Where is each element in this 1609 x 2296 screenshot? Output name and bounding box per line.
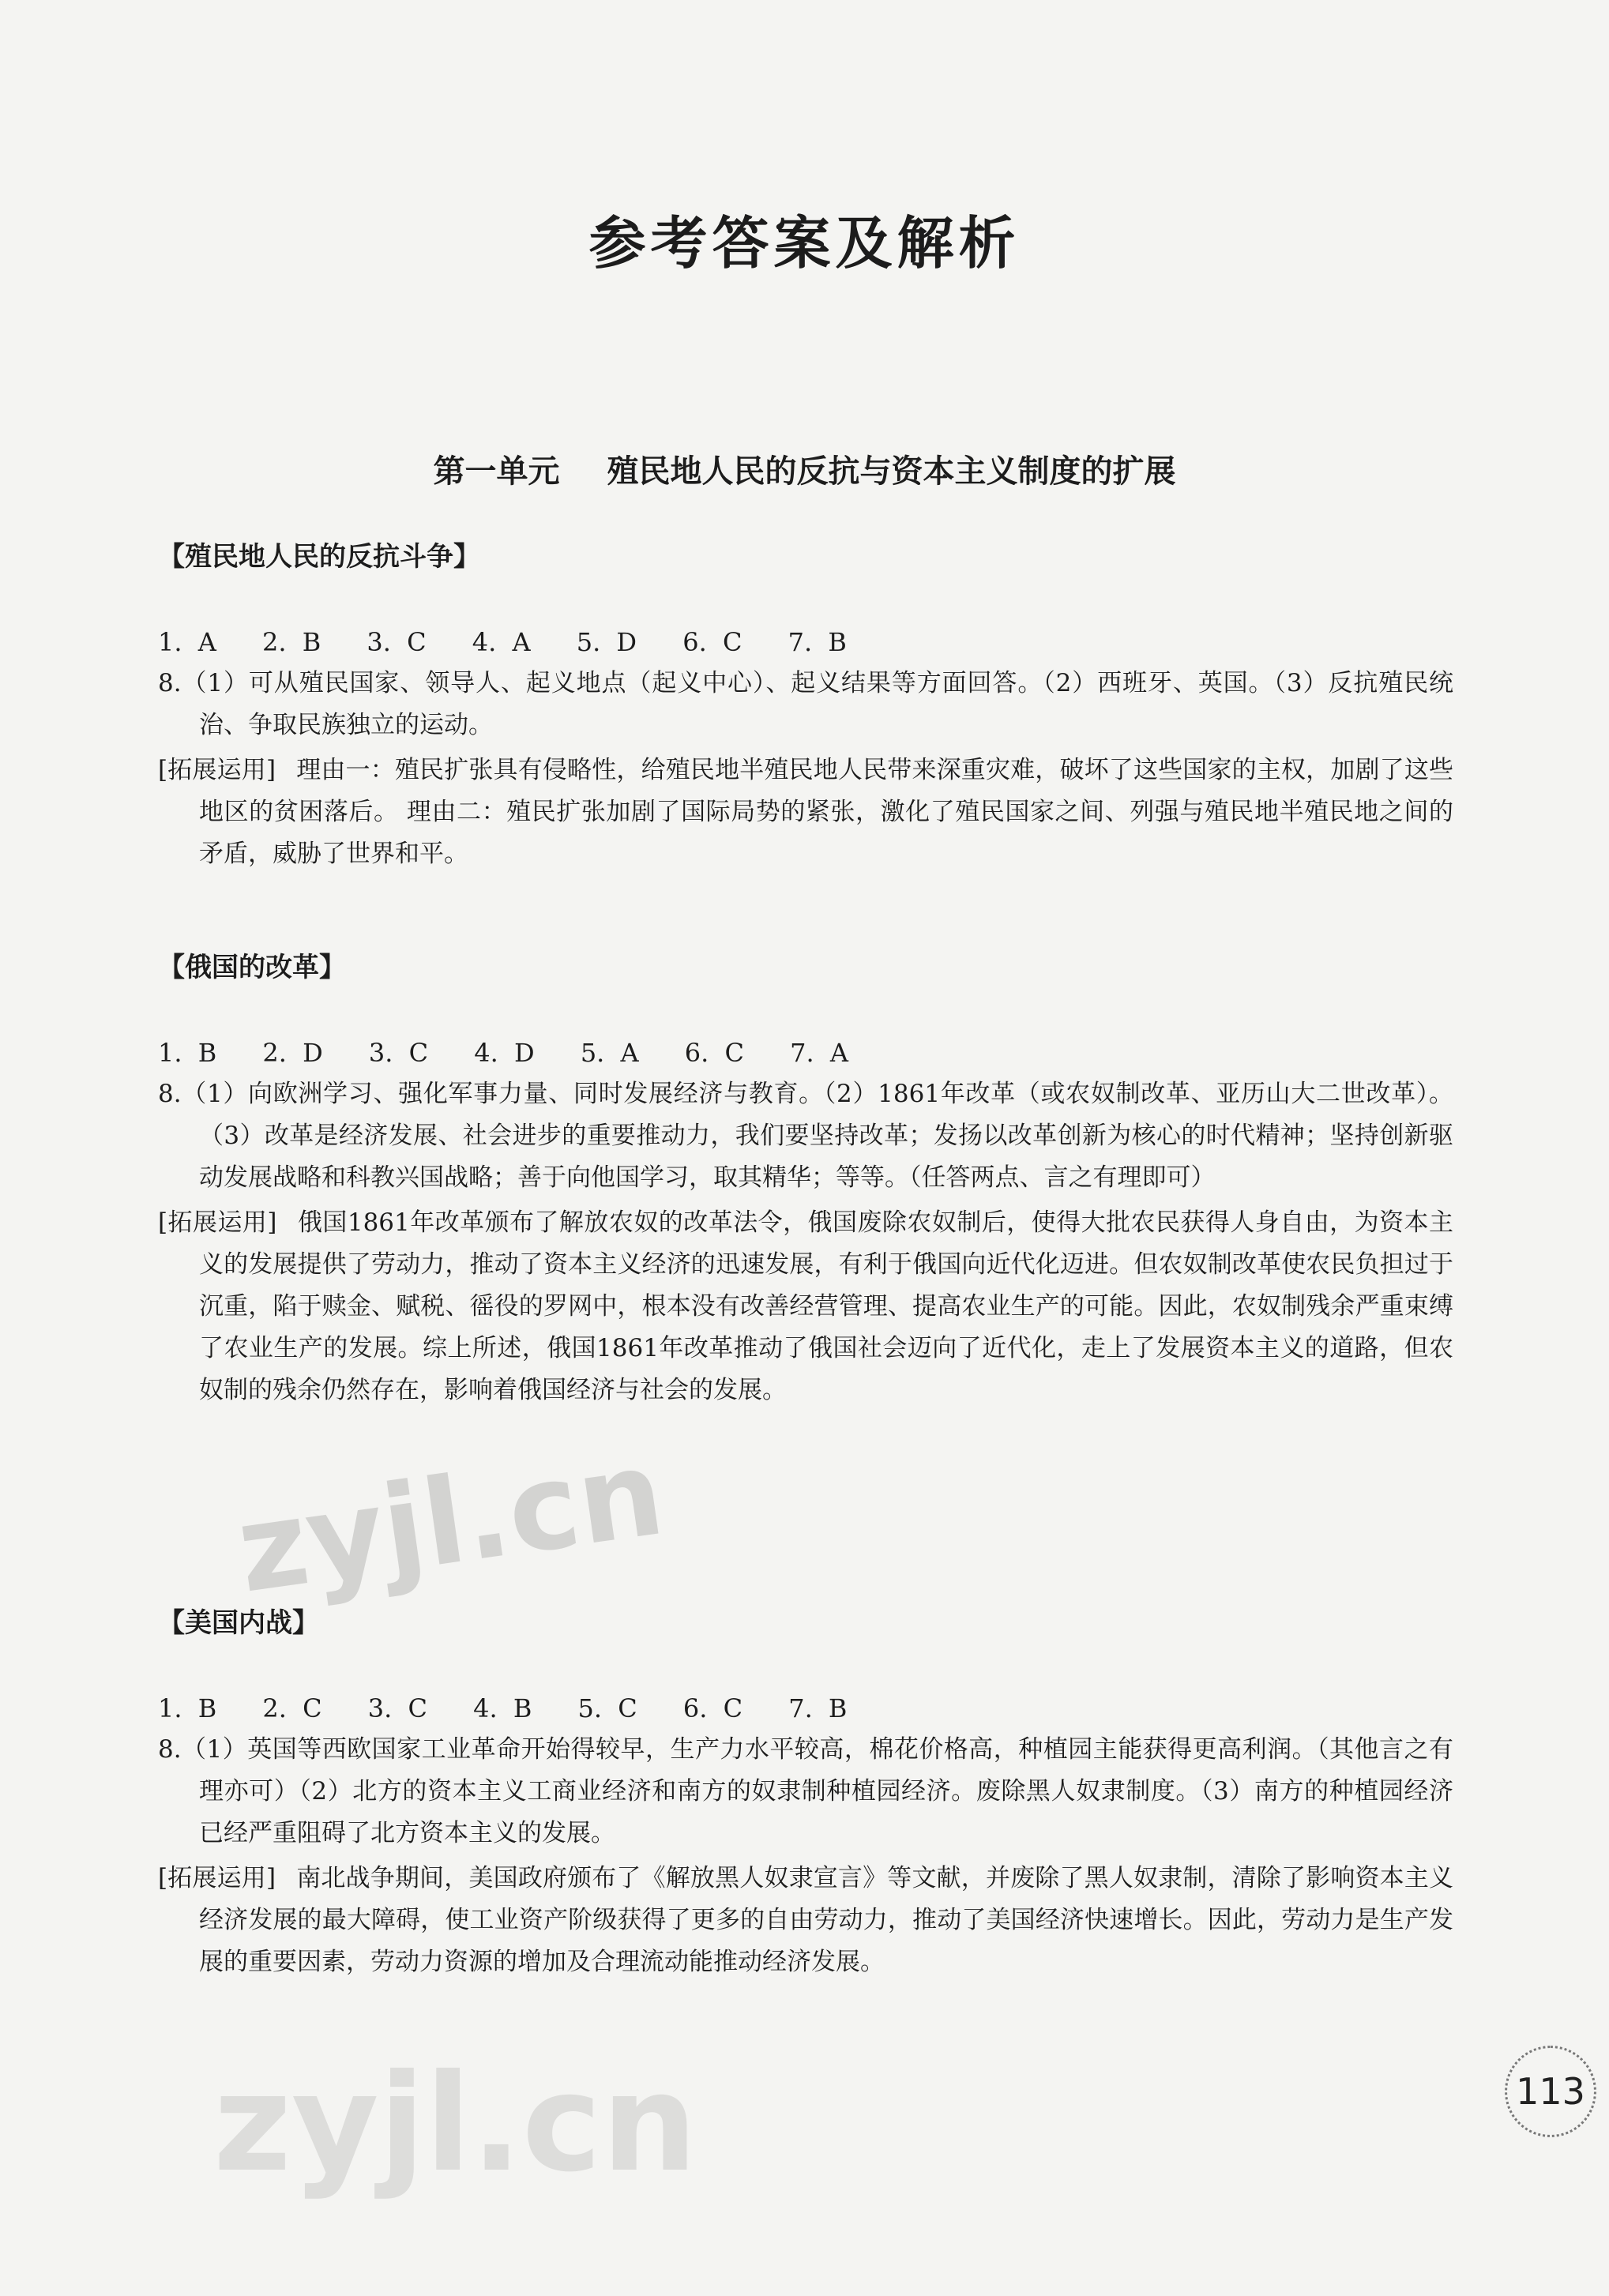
answer-3: 3. C <box>367 627 427 657</box>
answer-4: 4. D <box>474 1038 535 1068</box>
question-8-answer: 8.（1）可从殖民国家、领导人、起义地点（起义中心）、起义结果等方面回答。（2）西班牙、英国。（3）反抗殖民统治、争取民族独立的运动。 <box>158 669 1453 739</box>
extension-answer <box>158 1202 1453 1411</box>
answer-2: 2. D <box>262 1038 323 1068</box>
answer-3: 3. C <box>368 1038 429 1068</box>
question-8-answer: 8.（1）英国等西欧国家工业革命开始得较早，生产力水平较高，棉花价格高，种植园主能获得更高利润。（其他言之有理亦可）（2）北方的资本主义工商业经济和南方的奴隶制种植园经济。废除黑人奴隶制度。（3）南方的种植园经济已经严重阻碍了北方资本主义的发展。 <box>158 1735 1453 1847</box>
page-number: 113 <box>1505 2046 1596 2137</box>
extension-label: [拓展运用] <box>158 1864 276 1892</box>
extension-label: [拓展运用] <box>158 1208 277 1237</box>
answer-1: 1. A <box>158 627 216 657</box>
extension-label: [拓展运用] <box>158 756 276 784</box>
answer-7: 7. A <box>790 1038 848 1068</box>
section-american-civil-war <box>158 1599 1453 1983</box>
extension-text: 俄国1861年改革颁布了解放农奴的改革法令，俄国废除农奴制后，使得大批农民获得人身自由，为资本主义的发展提供了劳动力，推动了资本主义经济的迅速发展，有利于俄国向近代化迈进。但农奴制改革使农民负担过于沉重，陷于赎金、赋税、徭役的罗网中，根本没有改善经营管理、提高农业生产的可能。因此，农奴制残余严重束缚了农业生产的发展。综上所述，俄国1861年改革推动了俄国社会迈向了近代化，走上了发展资本主义的道路，但农奴制的残余仍然存在，影响着俄国经济与社会的发展。 <box>199 1208 1453 1404</box>
answer-6: 6. C <box>682 1693 743 1723</box>
choice-answers <box>158 1688 1453 1729</box>
watermark-bottom: zyjl.cn <box>213 2046 697 2202</box>
unit-title <box>0 446 1609 491</box>
answer-5: 5. C <box>577 1693 637 1723</box>
answer-4: 4. B <box>473 1693 532 1723</box>
section-heading: 【俄国的改革】 <box>158 952 346 983</box>
watermark: zyjl.cn <box>229 1424 672 1620</box>
answer-6: 6. C <box>684 1038 744 1068</box>
choice-answers <box>158 1032 1453 1073</box>
unit-label: 第一单元 <box>433 453 560 490</box>
extension-text: 理由一：殖民扩张具有侵略性，给殖民地半殖民地人民带来深重灾难，破坏了这些国家的主权，加剧了这些地区的贫困落后。 理由二：殖民扩张加剧了国际局势的紧张，激化了殖民国家之间、列强与殖民地半殖民地之间的矛盾，威胁了世界和平。 <box>199 756 1453 868</box>
question-8-answer: 8.（1）向欧洲学习、强化军事力量、同时发展经济与教育。（2）1861年改革（或农奴制改革、亚历山大二世改革）。（3）改革是经济发展、社会进步的重要推动力，我们要坚持改革；发扬以改革创新为核心的时代精神；坚持创新驱动发展战略和科教兴国战略；善于向他国学习，取其精华；等等。（任答两点、言之有理即可） <box>158 1080 1453 1192</box>
answer-7: 7. B <box>788 627 847 657</box>
answer-1: 1. B <box>158 1693 217 1723</box>
answer-2: 2. B <box>261 627 321 657</box>
page-title: 参考答案及解析 <box>588 210 1021 276</box>
answer-5: 5. D <box>576 627 637 657</box>
answer-3: 3. C <box>367 1693 427 1723</box>
answer-5: 5. A <box>580 1038 639 1068</box>
extension-answer <box>158 750 1453 875</box>
extension-text: 南北战争期间，美国政府颁布了《解放黑人奴隶宣言》等文献，并废除了黑人奴隶制，清除了影响资本主义经济发展的最大障碍，使工业资产阶级获得了更多的自由劳动力，推动了美国经济快速增长。因此，劳动力是生产发展的重要因素，劳动力资源的增加及合理流动能推动经济发展。 <box>199 1864 1453 1976</box>
answer-4: 4. A <box>472 627 531 657</box>
answer-1: 1. B <box>158 1038 217 1068</box>
unit-name: 殖民地人民的反抗与资本主义制度的扩展 <box>607 453 1176 490</box>
section-heading: 【美国内战】 <box>158 1607 319 1639</box>
section-colonial-resistance <box>158 533 1453 875</box>
extension-answer <box>158 1858 1453 1983</box>
answer-6: 6. C <box>682 627 742 657</box>
section-russian-reform <box>158 944 1453 1411</box>
answer-2: 2. C <box>262 1693 322 1723</box>
section-heading: 【殖民地人民的反抗斗争】 <box>158 541 480 573</box>
choice-answers <box>158 622 1453 663</box>
answer-7: 7. B <box>788 1693 848 1723</box>
